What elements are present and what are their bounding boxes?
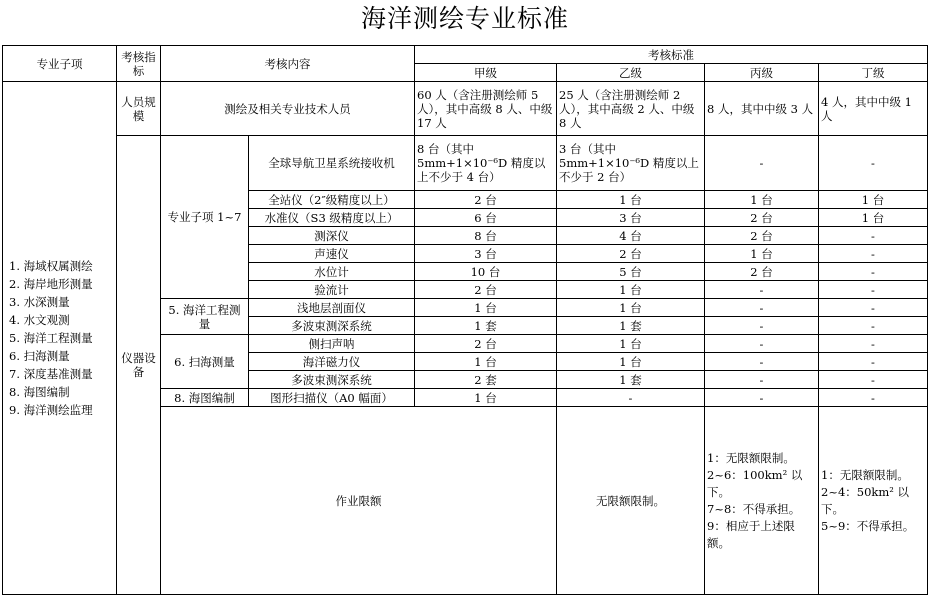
equipment-grade-c: -	[705, 281, 819, 299]
equipment-grade-d: 1 台	[819, 191, 928, 209]
equipment-name: 海洋磁力仪	[249, 353, 415, 371]
equipment-grade-b: 1 套	[557, 317, 705, 335]
equipment-name: 水位计	[249, 263, 415, 281]
equipment-grade-a: 8 台	[415, 227, 557, 245]
equipment-grade-c: 1 台	[705, 191, 819, 209]
equipment-grade-a: 2 台	[415, 191, 557, 209]
personnel-grade-a: 60 人（含注册测绘师 5 人），其中高级 8 人、中级 17 人	[415, 82, 557, 136]
personnel-grade-b: 25 人（含注册测绘师 2 人），其中高级 2 人、中级 8 人	[557, 82, 705, 136]
limits-line: 2~4：50km² 以下。	[821, 484, 910, 516]
equipment-grade-a: 2 套	[415, 371, 557, 389]
equipment-grade-a: 2 台	[415, 281, 557, 299]
header-grade-a: 甲级	[415, 64, 557, 82]
equipment-grade-c: -	[705, 317, 819, 335]
equipment-group-5: 5. 海洋工程测量	[161, 299, 249, 335]
limits-grade-c	[819, 407, 928, 595]
limits-line: 5~9：不得承担。	[821, 518, 915, 533]
equipment-grade-a: 10 台	[415, 263, 557, 281]
equipment-group-8: 8. 海图编制	[161, 389, 249, 407]
personnel-content: 测绘及相关专业技术人员	[161, 82, 415, 136]
equipment-grade-b: 1 台	[557, 353, 705, 371]
equipment-grade-d: -	[819, 335, 928, 353]
equipment-name: 测深仪	[249, 227, 415, 245]
sub-item-list	[3, 82, 117, 595]
limits-line: 1：无限额限制。	[707, 450, 795, 465]
sub-item: 5. 海洋工程测量	[9, 331, 93, 345]
equipment-name: 全球导航卫星系统接收机	[249, 136, 415, 191]
equipment-group-1-7: 专业子项 1~7	[161, 136, 249, 299]
equipment-name: 声速仪	[249, 245, 415, 263]
limits-line: 7~8：不得承担。	[707, 501, 801, 516]
standards-table	[2, 45, 928, 595]
sub-item: 9. 海洋测绘监理	[9, 403, 93, 417]
equipment-grade-c: -	[705, 389, 819, 407]
equipment-grade-c: -	[705, 299, 819, 317]
equipment-grade-d: -	[819, 317, 928, 335]
equipment-grade-a: 1 套	[415, 317, 557, 335]
equipment-grade-b: 1 台	[557, 191, 705, 209]
equipment-grade-c: 2 台	[705, 209, 819, 227]
equipment-grade-b: 3 台	[557, 209, 705, 227]
limits-line: 9：相应于上述限额。	[707, 518, 795, 550]
header-standard: 考核标准	[415, 46, 928, 64]
equipment-grade-b: -	[557, 389, 705, 407]
equipment-grade-d: -	[819, 353, 928, 371]
equipment-grade-c: -	[705, 371, 819, 389]
equipment-name: 全站仪（2″级精度以上）	[249, 191, 415, 209]
header-grade-d: 丁级	[819, 64, 928, 82]
personnel-grade-c: 8 人，其中中级 3 人	[705, 82, 819, 136]
equipment-grade-b: 1 台	[557, 281, 705, 299]
header-grade-b: 乙级	[557, 64, 705, 82]
equipment-grade-b: 1 套	[557, 371, 705, 389]
equipment-grade-d: 1 台	[819, 209, 928, 227]
limits-content: 作业限额	[161, 407, 557, 595]
equipment-grade-c: 1 台	[705, 245, 819, 263]
equipment-grade-d: -	[819, 389, 928, 407]
equipment-name: 水准仪（S3 级精度以上）	[249, 209, 415, 227]
equipment-name: 侧扫声呐	[249, 335, 415, 353]
equipment-grade-c: 2 台	[705, 263, 819, 281]
equipment-grade-c: -	[705, 136, 819, 191]
equipment-indicator: 仪器设备	[117, 136, 161, 595]
equipment-grade-a: 6 台	[415, 209, 557, 227]
limits-line: 1：无限额限制。	[821, 467, 909, 482]
limits-grade-b	[705, 407, 819, 595]
equipment-grade-a: 3 台	[415, 245, 557, 263]
equipment-grade-c: -	[705, 353, 819, 371]
equipment-grade-d: -	[819, 136, 928, 191]
header-content: 考核内容	[161, 46, 415, 82]
equipment-name: 图形扫描仪（A0 幅面）	[249, 389, 415, 407]
equipment-grade-b: 1 台	[557, 299, 705, 317]
page-title: 海洋测绘专业标准	[360, 4, 569, 33]
equipment-grade-a: 1 台	[415, 299, 557, 317]
equipment-name: 多波束测深系统	[249, 371, 415, 389]
sub-item: 6. 扫海测量	[9, 349, 70, 363]
equipment-grade-b: 5 台	[557, 263, 705, 281]
equipment-grade-d: -	[819, 299, 928, 317]
sub-item: 8. 海图编制	[9, 385, 70, 399]
equipment-grade-b: 3 台（其中 5mm+1×10⁻⁶D 精度以上不少于 2 台）	[557, 136, 705, 191]
equipment-grade-d: -	[819, 227, 928, 245]
equipment-grade-d: -	[819, 371, 928, 389]
equipment-grade-b: 2 台	[557, 245, 705, 263]
equipment-grade-a: 8 台（其中 5mm+1×10⁻⁶D 精度以上不少于 4 台）	[415, 136, 557, 191]
equipment-grade-c: 2 台	[705, 227, 819, 245]
equipment-grade-d: -	[819, 245, 928, 263]
limits-grade-a: 无限额限制。	[557, 407, 705, 595]
equipment-name: 验流计	[249, 281, 415, 299]
sub-item: 1. 海域权属测绘	[9, 259, 93, 273]
equipment-grade-b: 1 台	[557, 335, 705, 353]
equipment-group-6: 6. 扫海测量	[161, 335, 249, 389]
sub-item: 7. 深度基准测量	[9, 367, 93, 381]
equipment-grade-c: -	[705, 335, 819, 353]
header-grade-c: 丙级	[705, 64, 819, 82]
equipment-grade-a: 2 台	[415, 335, 557, 353]
equipment-name: 浅地层剖面仪	[249, 299, 415, 317]
personnel-indicator: 人员规模	[117, 82, 161, 136]
sub-item: 2. 海岸地形测量	[9, 277, 93, 291]
limits-line: 2~6：100km² 以下。	[707, 467, 803, 499]
sub-item: 3. 水深测量	[9, 295, 70, 309]
equipment-grade-b: 4 台	[557, 227, 705, 245]
equipment-grade-d: -	[819, 263, 928, 281]
header-item: 专业子项	[3, 46, 117, 82]
personnel-grade-d: 4 人，其中中级 1 人	[819, 82, 928, 136]
header-indicator: 考核指标	[117, 46, 161, 82]
equipment-grade-a: 1 台	[415, 389, 557, 407]
equipment-grade-a: 1 台	[415, 353, 557, 371]
sub-item: 4. 水文观测	[9, 313, 70, 327]
equipment-grade-d: -	[819, 281, 928, 299]
equipment-name: 多波束测深系统	[249, 317, 415, 335]
